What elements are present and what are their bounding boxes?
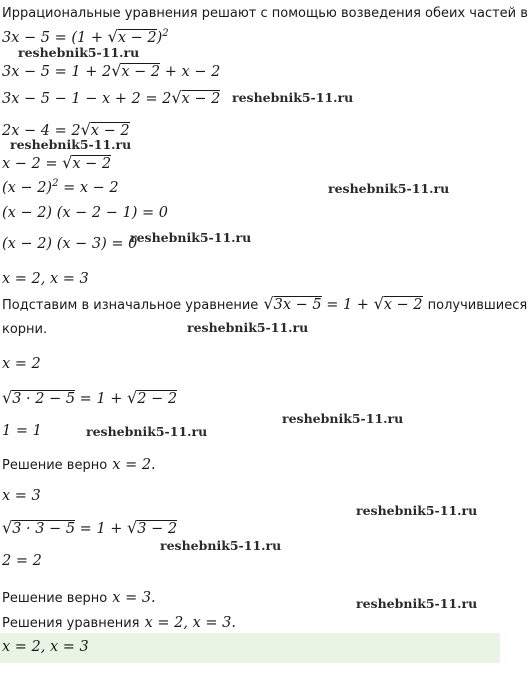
equation-7: (x − 2) (x − 2 − 1) = 0 (2, 205, 168, 221)
check-x3-result: 2 = 2 (2, 553, 42, 569)
check-x3-verdict: Решение верно x = 3. (2, 590, 156, 606)
equation-6: $(x - 2)^2 = x - 2$ (2, 178, 119, 196)
check-x2-equation: √3 · 2 − 5 = 1 + √2 − 2 (2, 388, 178, 407)
watermark: reshebnik5-11.ru (356, 596, 478, 611)
watermark: reshebnik5-11.ru (86, 424, 208, 439)
check-x3-equation: √3 · 3 − 5 = 1 + √3 − 2 (2, 518, 178, 537)
watermark: reshebnik5-11.ru (18, 45, 140, 60)
watermark: reshebnik5-11.ru (328, 181, 450, 196)
intro-text: Иррациональные уравнения решают с помощью возведения обеих частей в (2, 6, 528, 21)
watermark: reshebnik5-11.ru (232, 90, 354, 105)
equation-3: 3x − 5 − 1 − x + 2 = 2√x − 2 (2, 88, 221, 107)
roots: x = 2, x = 3 (2, 271, 89, 287)
equation-8: (x − 2) (x − 3) = 0 (2, 236, 138, 252)
watermark: reshebnik5-11.ru (130, 230, 252, 245)
answer-box (0, 633, 500, 663)
watermark: reshebnik5-11.ru (356, 503, 478, 518)
equation-2: 3x − 5 = 1 + 2√x − 2 + x − 2 (2, 61, 221, 80)
check-x3-value: x = 3 (2, 488, 41, 504)
watermark: reshebnik5-11.ru (10, 137, 132, 152)
equation-5: x − 2 = √x − 2 (2, 153, 112, 172)
watermark: reshebnik5-11.ru (282, 411, 404, 426)
check-x2-result: 1 = 1 (2, 423, 42, 439)
equation-4: 2x − 4 = 2√x − 2 (2, 120, 130, 139)
substitute-line: Подставим в изначальное уравнение √3x − 5 = 1 + √x − 2 получившиеся (2, 294, 528, 313)
watermark: reshebnik5-11.ru (187, 320, 309, 335)
equation-1: $3x - 5 = (1 + √x - 2)^2$ (2, 27, 169, 46)
roots-word: корни. (2, 322, 48, 337)
check-x2-verdict: Решение верно x = 2. (2, 457, 156, 473)
watermark: reshebnik5-11.ru (160, 538, 282, 553)
answer-text: x = 2, x = 3 (2, 639, 89, 655)
solutions-line: Решения уравнения x = 2, x = 3. (2, 615, 236, 631)
check-x2-value: x = 2 (2, 356, 41, 372)
